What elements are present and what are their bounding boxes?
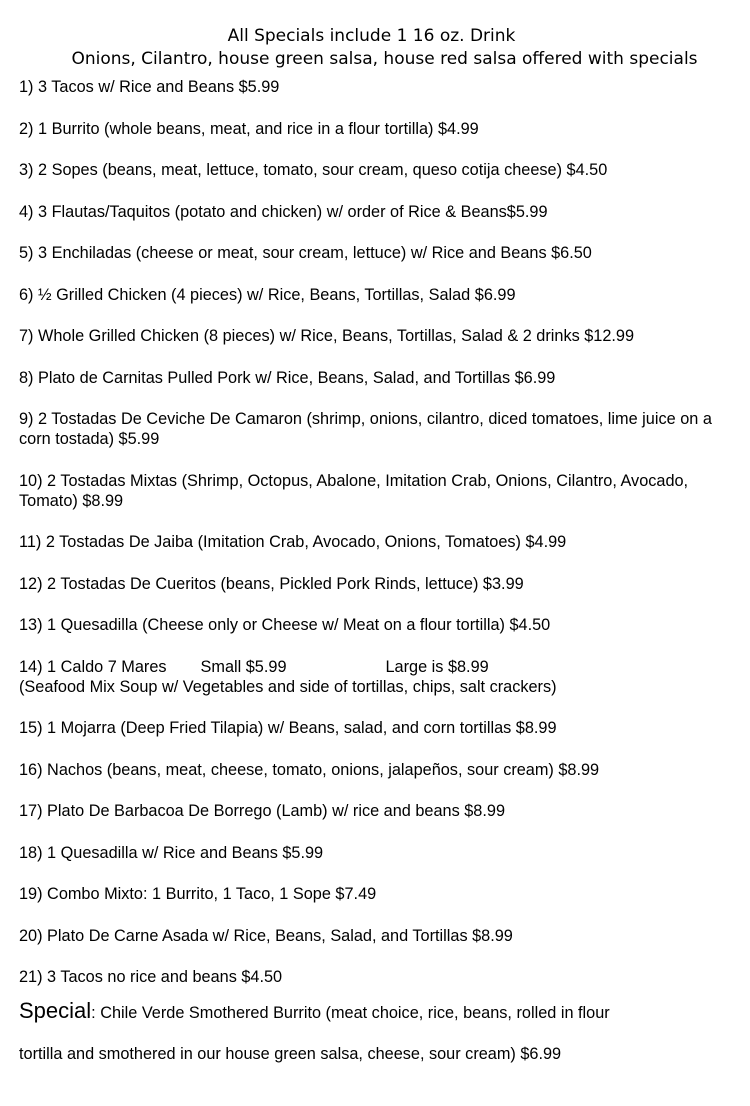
caldo-small-price: Small $5.99 (200, 657, 287, 676)
caldo-large-price: Large is $8.99 (385, 657, 489, 676)
menu-item: 7) Whole Grilled Chicken (8 pieces) w/ Rice, Beans, Tortillas, Salad & 2 drinks $12.99 (19, 327, 635, 345)
menu-item: 15) 1 Mojarra (Deep Fried Tilapia) w/ Beans, salad, and corn tortillas $8.99 (19, 719, 557, 737)
menu-item: 12) 2 Tostadas De Cueritos (beans, Pickled Pork Rinds, lettuce) $3.99 (19, 574, 524, 593)
menu-item-caldo (19, 657, 724, 697)
menu-item: 3) 2 Sopes (beans, meat, lettuce, tomato, sour cream, queso cotija cheese) $4.50 (19, 161, 608, 179)
special-item (19, 997, 724, 1064)
menu-item: 2) 1 Burrito (whole beans, meat, and rice in a flour tortilla) $4.99 (19, 119, 479, 138)
special-label: Special (19, 997, 92, 1023)
menu-item: 10) 2 Tostadas Mixtas (Shrimp, Octopus, Abalone, Imitation Crab, Onions, Cilantro, Avocado, Tomato) $8.99 (19, 471, 689, 510)
menu-item: 18) 1 Quesadilla w/ Rice and Beans $5.99 (19, 843, 324, 862)
menu-item: 11) 2 Tostadas De Jaiba (Imitation Crab, Avocado, Onions, Tomatoes) $4.99 (19, 533, 567, 551)
header-drink-note: All Specials include 1 16 oz. Drink (227, 26, 516, 46)
menu-item: 5) 3 Enchiladas (cheese or meat, sour cream, lettuce) w/ Rice and Beans $6.50 (19, 244, 592, 262)
menu-item: 8) Plato de Carnitas Pulled Pork w/ Rice, Beans, Salad, and Tortillas $6.99 (19, 368, 556, 387)
caldo-name: 14) 1 Caldo 7 Mares (19, 657, 167, 676)
menu-item: 20) Plato De Carne Asada w/ Rice, Beans, Salad, and Tortillas $8.99 (19, 926, 513, 945)
menu-item: 6) ½ Grilled Chicken (4 pieces) w/ Rice, Beans, Tortillas, Salad $6.99 (19, 285, 516, 304)
header-toppings-note: Onions, Cilantro, house green salsa, house red salsa offered with specials (71, 49, 698, 69)
menu-item: 13) 1 Quesadilla (Cheese only or Cheese w/ Meat on a flour tortilla) $4.50 (19, 616, 551, 634)
caldo-row (19, 657, 724, 677)
menu-item: 16) Nachos (beans, meat, cheese, tomato, onions, jalapeños, sour cream) $8.99 (19, 760, 600, 779)
specials-list (19, 77, 724, 987)
menu-item: 9) 2 Tostadas De Ceviche De Camaron (shrimp, onions, cilantro, diced tomatoes, lime juice on a corn tostada) $5.99 (19, 410, 712, 448)
menu-header (19, 0, 724, 71)
special-description-line2: tortilla and smothered in our house green salsa, cheese, sour cream) $6.99 (19, 1044, 562, 1063)
special-description-line1: : Chile Verde Smothered Burrito (meat choice, rice, beans, rolled in flour (91, 1003, 610, 1022)
menu-item: 1) 3 Tacos w/ Rice and Beans $5.99 (19, 78, 280, 96)
caldo-description: (Seafood Mix Soup w/ Vegetables and side of tortillas, chips, salt crackers) (19, 677, 557, 696)
menu-item: 21) 3 Tacos no rice and beans $4.50 (19, 968, 283, 986)
menu-item: 17) Plato De Barbacoa De Borrego (Lamb) w/ rice and beans $8.99 (19, 802, 505, 820)
menu-item: 19) Combo Mixto: 1 Burrito, 1 Taco, 1 Sope $7.49 (19, 885, 377, 903)
menu-item: 4) 3 Flautas/Taquitos (potato and chicken) w/ order of Rice & Beans$5.99 (19, 202, 548, 221)
